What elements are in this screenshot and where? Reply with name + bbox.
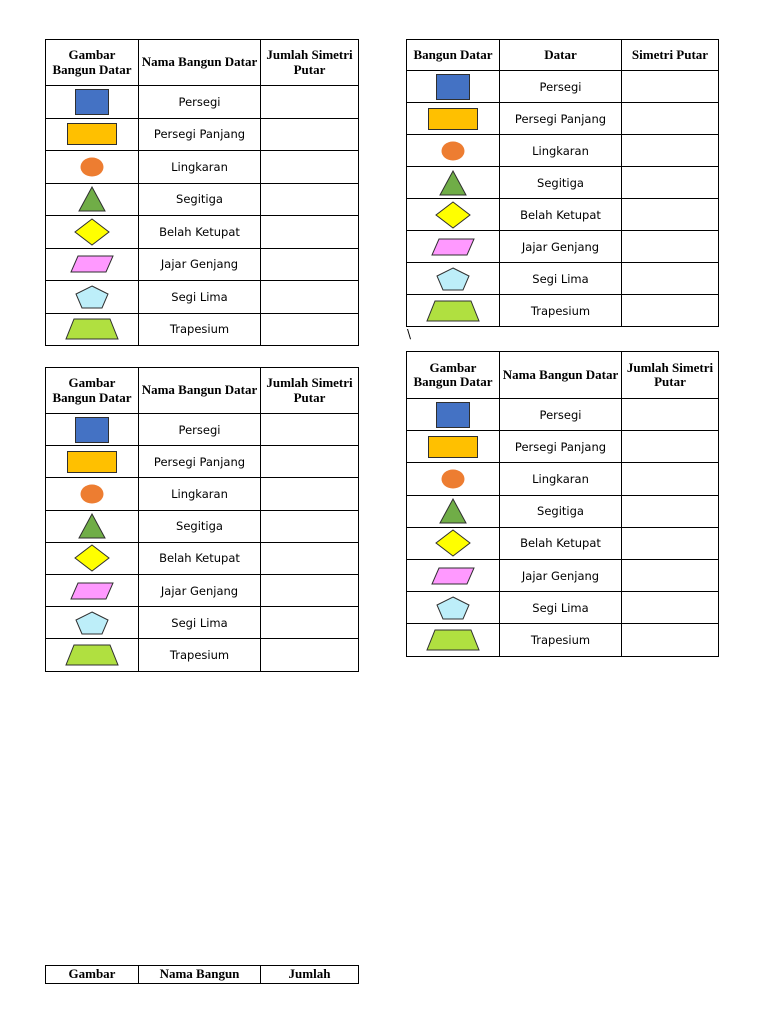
- symmetry-answer-cell[interactable]: [622, 199, 719, 231]
- shape-name: Segi Lima: [139, 281, 261, 314]
- trapezoid-icon: [46, 313, 139, 346]
- table-row: [407, 431, 719, 463]
- symmetry-answer-cell[interactable]: [622, 592, 719, 624]
- shape-name: Segitiga: [139, 510, 261, 542]
- symmetry-answer-cell[interactable]: [261, 313, 359, 346]
- table-row: [407, 135, 719, 167]
- table-row: [407, 592, 719, 624]
- symmetry-answer-cell[interactable]: [622, 71, 719, 103]
- symmetry-answer-cell[interactable]: [622, 527, 719, 559]
- table-row: [407, 71, 719, 103]
- square-icon: [46, 414, 139, 446]
- circle-icon: [407, 135, 500, 167]
- trapezoid-icon: [46, 639, 139, 671]
- circle-icon: [46, 151, 139, 184]
- table-row: [46, 574, 359, 606]
- table-row: [407, 463, 719, 495]
- header-jumlah: Simetri Putar: [622, 40, 719, 71]
- rhombus-icon: [46, 542, 139, 574]
- shape-name: Jajar Genjang: [500, 231, 622, 263]
- table-row: [46, 478, 359, 510]
- symmetry-answer-cell[interactable]: [261, 281, 359, 314]
- symmetry-answer-cell[interactable]: [622, 103, 719, 135]
- header-nama: Datar: [500, 40, 622, 71]
- table-row: [46, 118, 359, 151]
- table-row: [407, 231, 719, 263]
- symmetry-answer-cell[interactable]: [261, 183, 359, 216]
- table-row: [407, 559, 719, 591]
- shape-name: Jajar Genjang: [139, 248, 261, 281]
- table-row: [407, 167, 719, 199]
- triangle-icon: [407, 495, 500, 527]
- shape-name: Trapesium: [139, 313, 261, 346]
- table-row: [46, 607, 359, 639]
- parallelogram-icon: [46, 574, 139, 606]
- table-row: [46, 281, 359, 314]
- header-nama: Nama Bangun Datar: [139, 40, 261, 86]
- shape-name: Trapesium: [500, 295, 622, 327]
- rhombus-icon: [407, 527, 500, 559]
- header-nama: Nama Bangun Datar: [500, 352, 622, 399]
- pentagon-icon: [407, 263, 500, 295]
- shape-name: Segi Lima: [500, 592, 622, 624]
- shape-name: Persegi Panjang: [500, 431, 622, 463]
- shape-name: Persegi Panjang: [139, 118, 261, 151]
- symmetry-answer-cell[interactable]: [261, 414, 359, 446]
- header-nama: Nama Bangun: [139, 966, 261, 984]
- square-icon: [407, 399, 500, 431]
- worksheet-table-2: [406, 39, 719, 327]
- shape-name: Belah Ketupat: [500, 527, 622, 559]
- header-jumlah: Jumlah Simetri Putar: [622, 352, 719, 399]
- shape-name: Lingkaran: [139, 478, 261, 510]
- table-row: [46, 216, 359, 249]
- shape-name: Trapesium: [139, 639, 261, 671]
- header-nama: Nama Bangun Datar: [139, 368, 261, 414]
- shape-name: Lingkaran: [500, 135, 622, 167]
- shape-name: Lingkaran: [139, 151, 261, 184]
- circle-icon: [46, 478, 139, 510]
- shape-name: Segi Lima: [500, 263, 622, 295]
- header-jumlah: Jumlah: [261, 966, 359, 984]
- table-row: [407, 624, 719, 656]
- stray-mark: \: [407, 327, 412, 341]
- rectangle-icon: [46, 446, 139, 478]
- symmetry-answer-cell[interactable]: [622, 431, 719, 463]
- square-icon: [46, 86, 139, 119]
- shape-name: Persegi Panjang: [139, 446, 261, 478]
- shape-name: Belah Ketupat: [139, 542, 261, 574]
- header-gambar: Gambar Bangun Datar: [46, 40, 139, 86]
- table-row: [407, 263, 719, 295]
- symmetry-answer-cell[interactable]: [261, 607, 359, 639]
- table-row: [46, 446, 359, 478]
- header-jumlah: Jumlah Simetri Putar: [261, 40, 359, 86]
- shape-name: Jajar Genjang: [500, 559, 622, 591]
- table-row: [407, 495, 719, 527]
- shape-name: Lingkaran: [500, 463, 622, 495]
- symmetry-answer-cell[interactable]: [622, 399, 719, 431]
- shape-name: Persegi: [139, 414, 261, 446]
- symmetry-answer-cell[interactable]: [261, 248, 359, 281]
- rectangle-icon: [407, 103, 500, 135]
- symmetry-answer-cell[interactable]: [261, 639, 359, 671]
- shape-name: Segitiga: [500, 167, 622, 199]
- symmetry-answer-cell[interactable]: [622, 559, 719, 591]
- worksheet-table-1: [45, 39, 359, 346]
- symmetry-answer-cell[interactable]: [622, 135, 719, 167]
- table-row: [46, 639, 359, 671]
- symmetry-answer-cell[interactable]: [261, 510, 359, 542]
- parallelogram-icon: [46, 248, 139, 281]
- symmetry-answer-cell[interactable]: [261, 446, 359, 478]
- table-row: [407, 199, 719, 231]
- shape-name: Segitiga: [500, 495, 622, 527]
- symmetry-answer-cell[interactable]: [622, 167, 719, 199]
- pentagon-icon: [46, 281, 139, 314]
- shape-name: Segitiga: [139, 183, 261, 216]
- table-row: [46, 86, 359, 119]
- triangle-icon: [46, 510, 139, 542]
- header-gambar: Gambar Bangun Datar: [407, 352, 500, 399]
- symmetry-answer-cell[interactable]: [261, 216, 359, 249]
- header-gambar: Bangun Datar: [407, 40, 500, 71]
- triangle-icon: [46, 183, 139, 216]
- header-gambar: Gambar: [46, 966, 139, 984]
- worksheet-table-5: [45, 965, 359, 984]
- symmetry-answer-cell[interactable]: [261, 151, 359, 184]
- symmetry-answer-cell[interactable]: [261, 86, 359, 119]
- shape-name: Trapesium: [500, 624, 622, 656]
- symmetry-answer-cell[interactable]: [261, 574, 359, 606]
- worksheet-table-3: [45, 367, 359, 672]
- trapezoid-icon: [407, 295, 500, 327]
- pentagon-icon: [46, 607, 139, 639]
- symmetry-answer-cell[interactable]: [622, 495, 719, 527]
- table-row: [46, 313, 359, 346]
- table-row: [46, 183, 359, 216]
- symmetry-answer-cell[interactable]: [622, 624, 719, 656]
- circle-icon: [407, 463, 500, 495]
- shape-name: Jajar Genjang: [139, 574, 261, 606]
- header-gambar: Gambar Bangun Datar: [46, 368, 139, 414]
- header-jumlah: Jumlah Simetri Putar: [261, 368, 359, 414]
- symmetry-answer-cell[interactable]: [622, 295, 719, 327]
- rectangle-icon: [407, 431, 500, 463]
- symmetry-answer-cell[interactable]: [622, 463, 719, 495]
- symmetry-answer-cell[interactable]: [622, 263, 719, 295]
- table-row: [46, 248, 359, 281]
- shape-name: Persegi: [500, 399, 622, 431]
- rhombus-icon: [407, 199, 500, 231]
- symmetry-answer-cell[interactable]: [261, 118, 359, 151]
- parallelogram-icon: [407, 231, 500, 263]
- table-row: [407, 103, 719, 135]
- table-row: [46, 510, 359, 542]
- rhombus-icon: [46, 216, 139, 249]
- table-row: [407, 399, 719, 431]
- pentagon-icon: [407, 592, 500, 624]
- shape-name: Persegi Panjang: [500, 103, 622, 135]
- table-row: [46, 151, 359, 184]
- table-row: [407, 295, 719, 327]
- worksheet-table-4: [406, 351, 719, 657]
- parallelogram-icon: [407, 559, 500, 591]
- symmetry-answer-cell[interactable]: [261, 542, 359, 574]
- rectangle-icon: [46, 118, 139, 151]
- table-row: [407, 527, 719, 559]
- table-row: [46, 414, 359, 446]
- shape-name: Belah Ketupat: [500, 199, 622, 231]
- shape-name: Belah Ketupat: [139, 216, 261, 249]
- shape-name: Persegi: [139, 86, 261, 119]
- symmetry-answer-cell[interactable]: [622, 231, 719, 263]
- table-row: [46, 542, 359, 574]
- square-icon: [407, 71, 500, 103]
- shape-name: Segi Lima: [139, 607, 261, 639]
- trapezoid-icon: [407, 624, 500, 656]
- triangle-icon: [407, 167, 500, 199]
- symmetry-answer-cell[interactable]: [261, 478, 359, 510]
- shape-name: Persegi: [500, 71, 622, 103]
